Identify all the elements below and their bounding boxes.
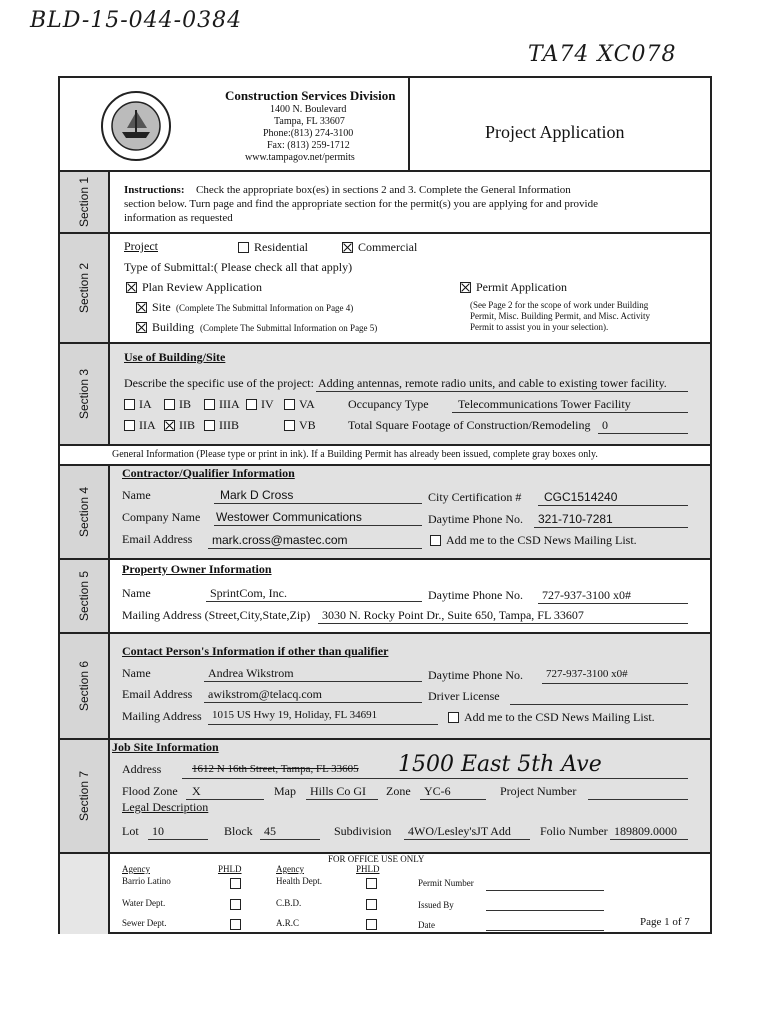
submittal-type-label: Type of Submittal:( Please check all that apply) [124,260,353,274]
division-phone: Phone:(813) 274-3100 [263,128,354,139]
zone-label: Zone [386,784,411,798]
legal-description-label: Legal Description [122,800,209,814]
job-address-label: Address [122,762,162,776]
instructions-line2: section below. Turn page and find the appropriate section for the permit(s) you are applying for and provide [124,198,598,210]
page-title: Project Application [485,122,625,142]
owner-name-value[interactable]: SprintCom, Inc. [210,586,287,600]
office-use-heading: FOR OFFICE USE ONLY [328,854,425,864]
section-5 [60,560,710,634]
block-value[interactable]: 45 [264,824,276,838]
section-3-tab: Section 3 [60,344,110,444]
contact-phone-label: Daytime Phone No. [428,668,523,682]
handwritten-reference-number: TA74 XC078 [528,42,677,67]
project-application-form [58,76,712,934]
section-2 [60,234,710,344]
building-checkbox[interactable] [136,322,147,333]
subdivision-label: Subdivision [334,824,392,838]
header-contact-block [60,78,410,170]
job-site-heading: Job Site Information [112,740,219,754]
type-iia-checkbox[interactable] [124,420,135,431]
map-label: Map [274,784,296,798]
contact-mailing-list-label: Add me to the CSD News Mailing List. [464,710,655,724]
contact-email-label: Email Address [122,687,193,701]
section-6-tab: Section 6 [60,634,110,738]
describe-value[interactable]: Adding antennas, remote radio units, and cable to existing tower facility. [318,376,667,390]
contact-heading: Contact Person's Information if other than qualifier [122,644,389,658]
section-1-tab: Section 1 [60,172,110,232]
project-number-label: Project Number [500,784,577,798]
lot-value[interactable]: 10 [152,824,164,838]
sqft-label: Total Square Footage of Construction/Remodeling [348,418,591,432]
arc-checkbox[interactable] [366,919,377,930]
subdivision-value[interactable]: 4WO/Lesley'sJT Add [408,824,511,838]
job-address-struck: 1612 N 16th Street, Tampa, FL 33605 [192,763,359,775]
agency-header-2: Agency [276,864,304,874]
type-ib-checkbox[interactable] [164,399,175,410]
permit-note-line1: (See Page 2 for the scope of work under Building [470,300,649,310]
type-ib-label: IB [179,397,191,411]
contact-mailing-list-checkbox[interactable] [448,712,459,723]
type-iib-label: IIB [179,418,195,432]
site-note: (Complete The Submittal Information on Page 4) [176,303,354,313]
agency-health-dept: Health Dept. [276,876,322,886]
map-value[interactable]: Hills Co GI [310,784,367,798]
type-iiib-label: IIIB [219,418,239,432]
permit-number-label: Permit Number [418,878,474,888]
date-label: Date [418,920,435,930]
company-name-label: Company Name [122,510,201,524]
phld-header-1: PHLD [218,864,242,874]
owner-heading: Property Owner Information [122,562,272,576]
describe-label: Describe the specific use of the project: [124,376,314,390]
type-vb-checkbox[interactable] [284,420,295,431]
zone-value[interactable]: YC-6 [424,784,451,798]
city-cert-label: City Certification # [428,490,522,504]
section-6 [60,634,710,740]
instructions-label: Instructions: [124,184,185,196]
agency-sewer-dept: Sewer Dept. [122,918,167,928]
permit-note-line2: Permit, Misc. Building Permit, and Misc. Activity [470,311,650,321]
contact-mailing-value[interactable]: 1015 US Hwy 19, Holiday, FL 34691 [212,709,378,721]
page-number: Page 1 of 7 [640,916,690,928]
type-iiia-checkbox[interactable] [204,399,215,410]
owner-mailing-label: Mailing Address (Street,City,State,Zip) [122,608,311,622]
form-header [60,78,710,172]
use-heading: Use of Building/Site [124,350,226,364]
type-iib-checkbox[interactable] [164,420,175,431]
division-name: Construction Services Division [225,88,396,103]
issued-by-label: Issued By [418,900,454,910]
site-checkbox[interactable] [136,302,147,313]
folio-label: Folio Number [540,824,608,838]
cbd-checkbox[interactable] [366,899,377,910]
folio-value[interactable]: 189809.0000 [614,824,677,838]
agency-header-1: Agency [122,864,150,874]
residential-label: Residential [254,240,308,254]
sewer-dept-checkbox[interactable] [230,919,241,930]
block-label: Block [224,824,253,838]
barrio-latino-checkbox[interactable] [230,878,241,889]
general-info-text: General Information (Please type or print in ink). If a Building Permit has already been issued, complete gray boxes only. [112,449,598,460]
contractor-name-label: Name [122,488,151,502]
type-iiib-checkbox[interactable] [204,420,215,431]
owner-phone-label: Daytime Phone No. [428,588,523,602]
sqft-value[interactable]: 0 [602,418,608,432]
phld-header-2: PHLD [356,864,380,874]
agency-barrio-latino: Barrio Latino [122,876,171,886]
contact-name-value[interactable]: Andrea Wikstrom [208,666,294,680]
flood-zone-label: Flood Zone [122,784,178,798]
contact-email-value[interactable]: awikstrom@telacq.com [208,687,323,701]
section-5-tab: Section 5 [60,560,110,632]
office-use-section [60,854,710,934]
owner-mailing-value[interactable]: 3030 N. Rocky Point Dr., Suite 650, Tampa, FL 33607 [322,608,584,622]
section-4 [60,466,710,560]
section-7 [60,740,710,854]
contractor-mailing-list-checkbox[interactable] [430,535,441,546]
city-cert-value[interactable]: CGC1514240 [544,490,618,504]
division-fax: Fax: (813) 259-1712 [267,140,350,151]
plan-review-checkbox[interactable] [126,282,137,293]
contractor-mailing-list-label: Add me to the CSD News Mailing List. [446,533,637,547]
project-label: Project [124,239,158,253]
permit-application-checkbox[interactable] [460,282,471,293]
occupancy-value[interactable]: Telecommunications Tower Facility [458,397,631,411]
section-2-tab: Section 2 [60,234,110,342]
building-note: (Complete The Submittal Information on Page 5) [200,323,378,333]
instructions-line3: information as requested [124,212,233,224]
agency-cbd: C.B.D. [276,898,302,908]
type-vb-label: VB [299,418,316,432]
type-iv-checkbox[interactable] [246,399,257,410]
city-seal-icon [100,90,172,162]
instructions-line1: Check the appropriate box(es) in sections 2 and 3. Complete the General Information [196,184,571,196]
type-va-label: VA [299,397,315,411]
type-iia-label: IIA [139,418,156,432]
plan-review-label: Plan Review Application [142,280,262,294]
contact-phone-value[interactable]: 727-937-3100 x0# [546,668,628,680]
section-4-tab: Section 4 [60,466,110,558]
contractor-email-value[interactable]: mark.cross@mastec.com [212,533,348,547]
agency-arc: A.R.C [276,918,300,928]
office-use-tab [60,854,110,934]
commercial-label: Commercial [358,240,418,254]
agency-water-dept: Water Dept. [122,898,166,908]
section-3 [60,344,710,446]
company-name-value[interactable]: Westower Communications [216,510,362,524]
handwritten-permit-number: BLD-15-044-0384 [30,8,243,33]
contact-name-label: Name [122,666,151,680]
permit-application-label: Permit Application [476,280,567,294]
division-website[interactable]: www.tampagov.net/permits [245,152,355,163]
contractor-phone-label: Daytime Phone No. [428,512,523,526]
occupancy-label: Occupancy Type [348,397,429,411]
driver-license-label: Driver License [428,689,500,703]
health-dept-checkbox[interactable] [366,878,377,889]
type-ia-checkbox[interactable] [124,399,135,410]
section-1 [60,172,710,234]
general-info-row [60,446,710,466]
contractor-email-label: Email Address [122,532,193,546]
division-address2: Tampa, FL 33607 [274,116,345,127]
flood-zone-value[interactable]: X [192,784,201,798]
contractor-name-value[interactable]: Mark D Cross [220,488,294,502]
type-ia-label: IA [139,397,152,411]
type-va-checkbox[interactable] [284,399,295,410]
owner-phone-value[interactable]: 727-937-3100 x0# [542,588,631,602]
building-label: Building [152,320,195,334]
section-7-tab: Section 7 [60,740,110,852]
contractor-heading: Contractor/Qualifier Information [122,466,295,480]
owner-name-label: Name [122,586,151,600]
lot-label: Lot [122,824,139,838]
water-dept-checkbox[interactable] [230,899,241,910]
permit-note-line3: Permit to assist you in your selection). [470,322,609,332]
commercial-checkbox[interactable] [342,242,353,253]
type-iv-label: IV [261,397,274,411]
division-address1: 1400 N. Boulevard [270,104,347,115]
job-address-handwritten[interactable]: 1500 East 5th Ave [398,752,602,777]
residential-checkbox[interactable] [238,242,249,253]
type-iiia-label: IIIA [219,397,240,411]
contractor-phone-value[interactable]: 321-710-7281 [538,512,613,526]
contact-mailing-label: Mailing Address [122,709,202,723]
site-label: Site [152,300,171,314]
